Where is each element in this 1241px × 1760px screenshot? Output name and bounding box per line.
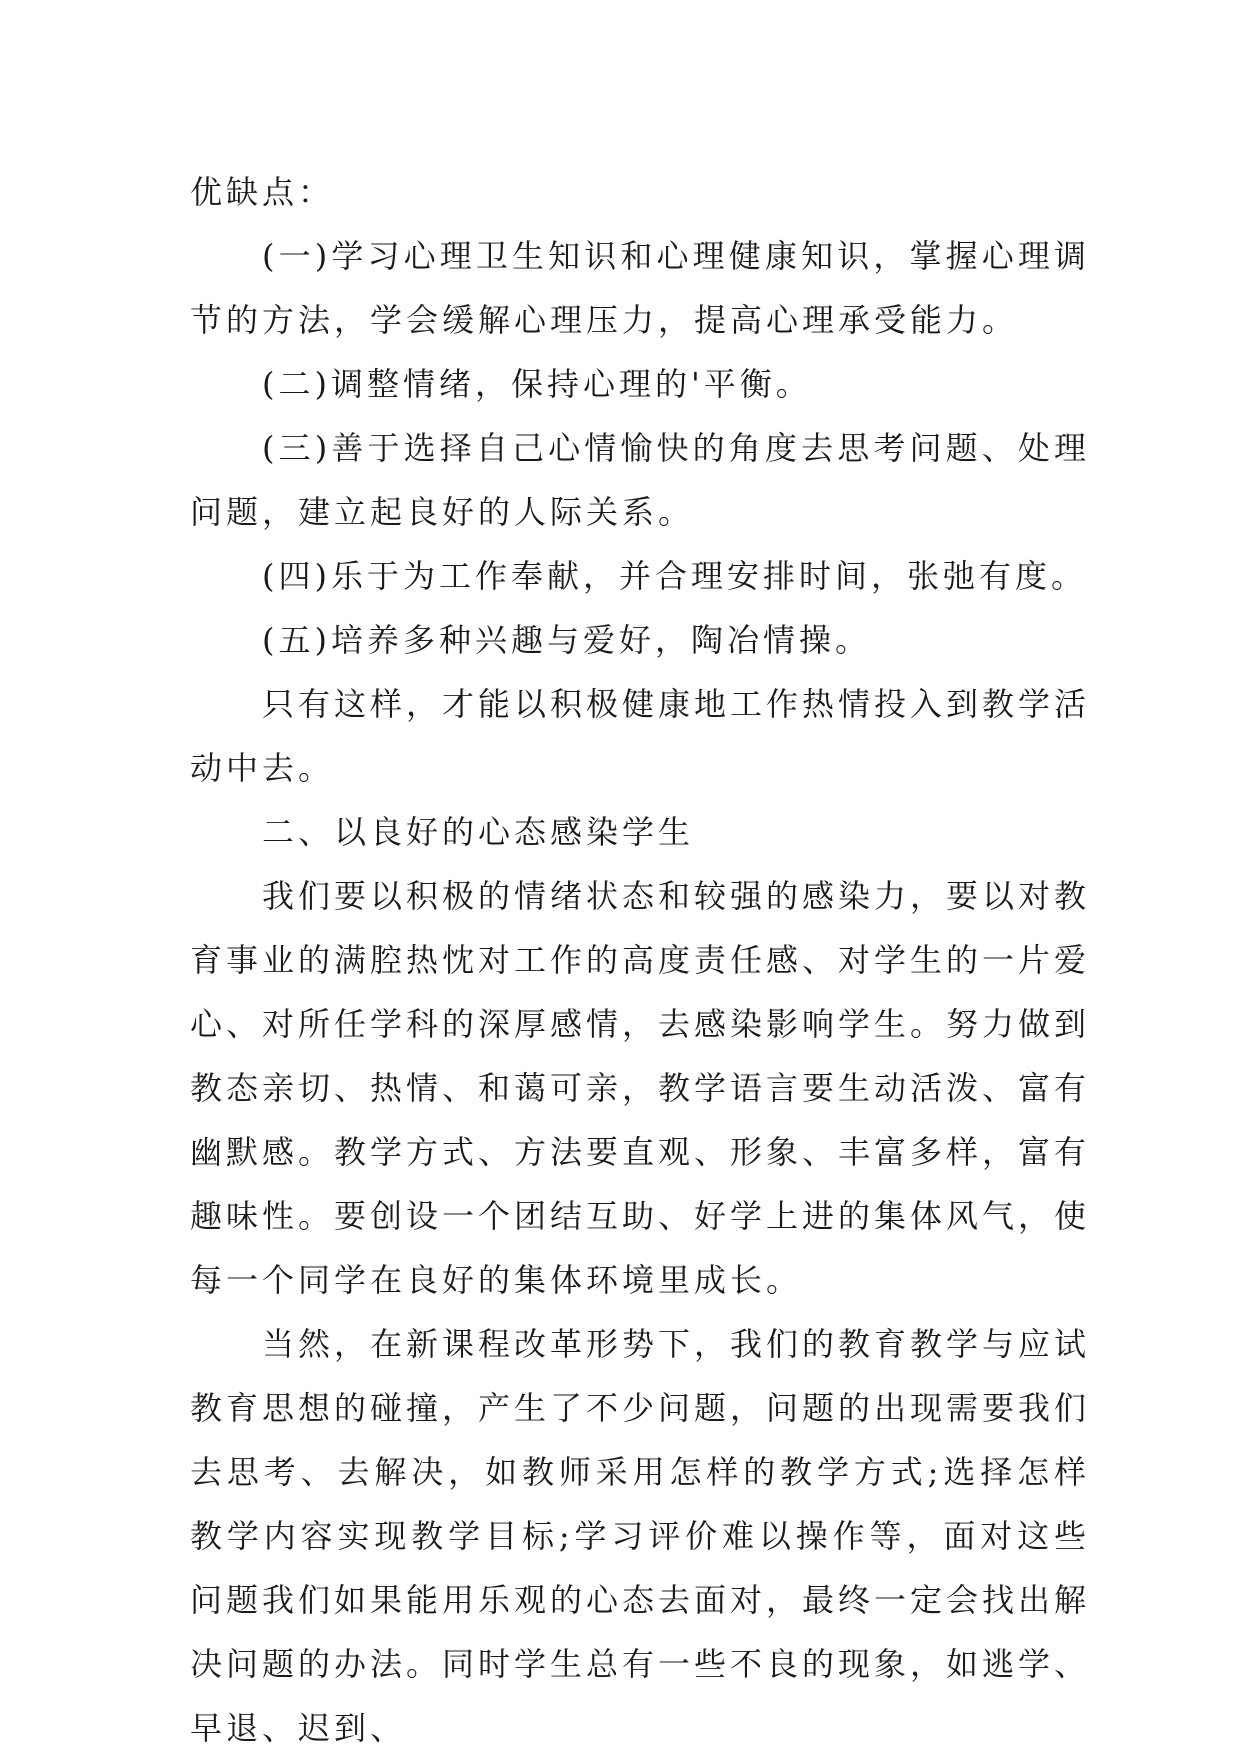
paragraph-item-4: (四)乐于为工作奉献，并合理安排时间，张弛有度。 — [262, 557, 1087, 595]
paragraph-body-1: 我们要以积极的情绪状态和较强的感染力，要以对教育事业的满腔热忱对工作的高度责任感、对学生的一片爱心、对所任学科的深厚感情，去感染影响学生。努力做到教态亲切、热情、和蔼可亲，教学语言要生动活泼、富有幽默感。教学方式、方法要直观、形象、丰富多样，富有趣味性。要创设一个团结互助、好学上进的集体风气，使每一个同学在良好的集体环境里成长。 — [190, 877, 1091, 1299]
paragraph-item-1: (一)学习心理卫生知识和心理健康知识，掌握心理调节的方法，学会缓解心理压力，提高心理承受能力。 — [190, 237, 1090, 339]
paragraph-intro: 优缺点： — [190, 173, 335, 211]
paragraph-item-2: (二)调整情绪，保持心理的'平衡。 — [262, 365, 812, 403]
paragraph-item-3: (三)善于选择自己心情愉快的角度去思考问题、处理问题，建立起良好的人际关系。 — [190, 429, 1090, 531]
document-body — [190, 160, 1090, 1760]
paragraph-body-2: 当然，在新课程改革形势下，我们的教育教学与应试教育思想的碰撞，产生了不少问题，问题的出现需要我们去思考、去解决，如教师采用怎样的教学方式;选择怎样教学内容实现教学目标;学习评价难以操作等，面对这些问题我们如果能用乐观的心态去面对，最终一定会找出解决问题的办法。同时学生总有一些不良的现象，如逃学、早退、迟到、 — [190, 1325, 1091, 1747]
section-heading: 二、以良好的心态感染学生 — [262, 813, 695, 851]
paragraph-conclusion: 只有这样，才能以积极健康地工作热情投入到教学活动中去。 — [190, 685, 1091, 787]
paragraph-item-5: (五)培养多种兴趣与爱好，陶冶情操。 — [262, 621, 871, 659]
